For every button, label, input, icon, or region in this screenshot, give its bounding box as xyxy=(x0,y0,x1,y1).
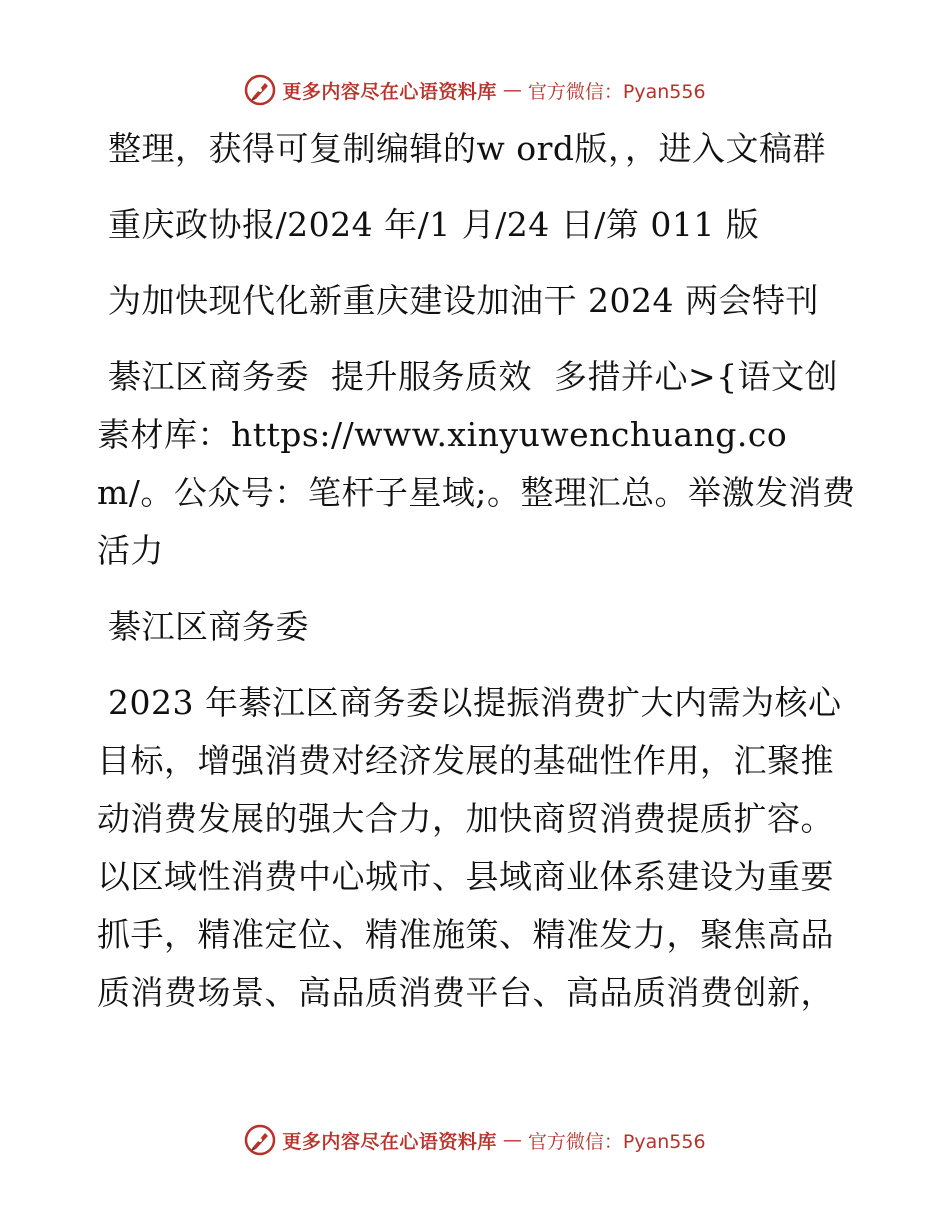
quill-pen-logo-icon xyxy=(244,74,276,106)
watermark-banner-bottom xyxy=(0,1120,950,1160)
watermark-brand-text: 更多内容尽在心语资料库 xyxy=(282,1130,497,1153)
document-body xyxy=(97,120,857,1022)
paragraph-source-line: 重庆政协报/2024 年/1 月/24 日/第 011 版 xyxy=(97,205,760,244)
quill-pen-logo-icon xyxy=(244,1124,276,1156)
paragraph-article-headline: 綦江区商务委 提升服务质效 多措并心>{语文创素材库：https://www.xinyuwenchuang.com/。公众号：笔杆子星域;。整理汇总。举激发消费活力 xyxy=(97,357,856,570)
watermark-separator: — xyxy=(502,79,522,101)
watermark-official-text: 官方微信：Pyan556 xyxy=(527,1130,706,1153)
watermark-banner-top xyxy=(0,70,950,110)
paragraph-body: 2023 年綦江区商务委以提振消费扩大内需为核心目标，增强消费对经济发展的基础性作用，汇聚推动消费发展的强大合力，加快商贸消费提质扩容。以区域性消费中心城市、县域商业体系建设为重要抓手，精准定位、精准施策、精准发力，聚焦高品质消费场景、高品质消费平台、高品质消费创新， xyxy=(97,683,842,1012)
paragraph-intro: 整理，获得可复制编辑的w ord版，，进入文稿群 xyxy=(97,129,827,168)
watermark-brand-text: 更多内容尽在心语资料库 xyxy=(282,80,497,103)
watermark-separator: — xyxy=(502,1129,522,1151)
paragraph-special-issue-title: 为加快现代化新重庆建设加油干 2024 两会特刊 xyxy=(97,281,819,320)
paragraph-author: 綦江区商务委 xyxy=(97,607,309,646)
watermark-official-text: 官方微信：Pyan556 xyxy=(527,80,706,103)
